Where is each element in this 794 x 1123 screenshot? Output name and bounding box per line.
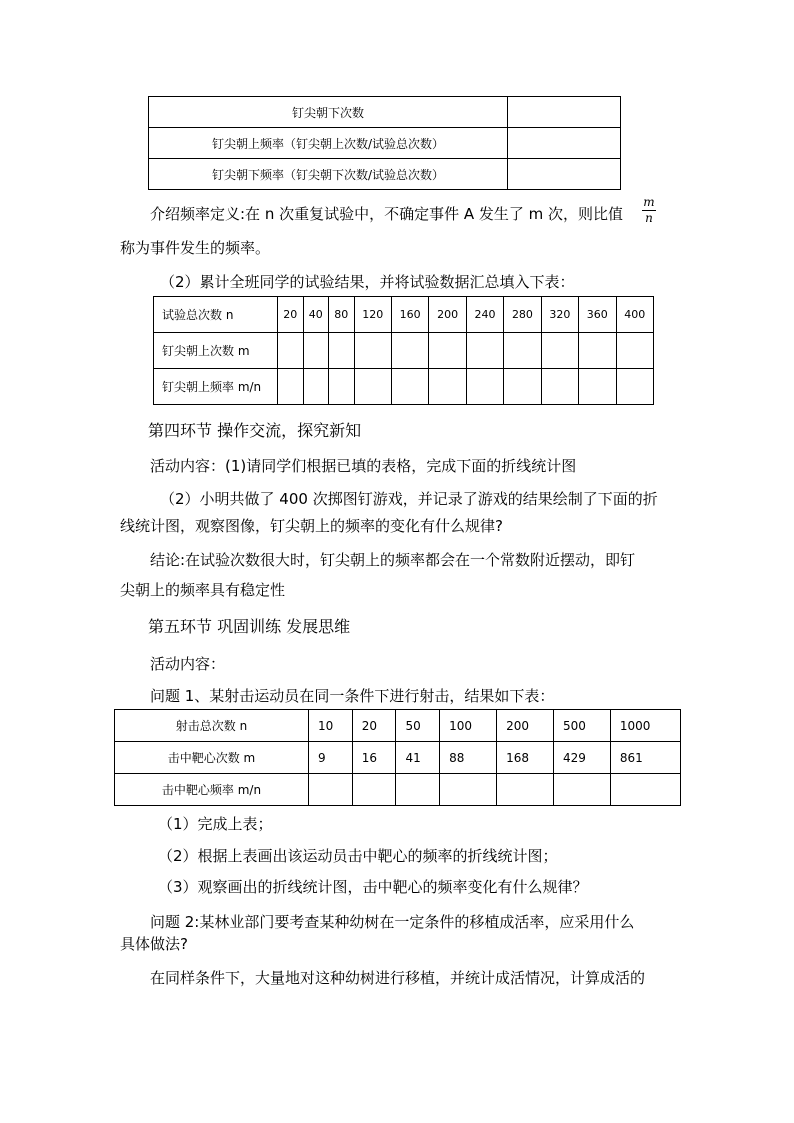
step-2-text: （2）累计全班同学的试验结果，并将试验数据汇总填入下表： <box>160 273 575 291</box>
table-cell-empty <box>396 774 440 806</box>
table-cell: 50 <box>396 710 440 742</box>
table-cell-empty <box>354 369 391 405</box>
table-row <box>115 742 681 774</box>
section-4-item-2-cont: 线统计图，观察图像，钉尖朝上的频率的变化有什么规律? <box>120 517 503 535</box>
frequency-definition-cont: 称为事件发生的频率。 <box>120 239 271 257</box>
task-2: （2）根据上表画出该运动员击中靶心的频率的折线统计图； <box>158 847 558 865</box>
section-4-activity: 活动内容：(1)请同学们根据已填的表格，完成下面的折线统计图 <box>150 457 577 475</box>
table-cell-empty <box>504 333 541 369</box>
table-cell-empty <box>440 774 497 806</box>
table-cell: 160 <box>391 297 428 333</box>
table-cell-empty <box>303 333 329 369</box>
table-cell: 20 <box>278 297 304 333</box>
table-cell: 280 <box>504 297 541 333</box>
table-cell-empty <box>497 774 554 806</box>
table-header-cell: 钉尖朝上次数 m <box>154 333 278 369</box>
section-5-activity: 活动内容： <box>150 655 226 673</box>
table-cell: 360 <box>579 297 616 333</box>
table-cell: 9 <box>309 742 353 774</box>
table-cell-empty <box>579 369 616 405</box>
section-5-title: 第五环节 巩固训练 发展思维 <box>148 617 351 636</box>
table-cell: 100 <box>440 710 497 742</box>
trial-data-table <box>153 296 654 405</box>
answer-paragraph: 在同样条件下，大量地对这种幼树进行移植，并统计成活情况，计算成活的 <box>150 969 646 987</box>
section-4-title: 第四环节 操作交流，探究新知 <box>148 421 362 440</box>
table-cell: 钉尖朝下次数 <box>149 97 508 128</box>
table-row <box>154 333 654 369</box>
table-row <box>154 297 654 333</box>
table-header-cell: 钉尖朝上频率 m/n <box>154 369 278 405</box>
table-cell: 40 <box>303 297 329 333</box>
table-cell-empty <box>391 333 428 369</box>
table-cell: 320 <box>541 297 578 333</box>
table-cell: 41 <box>396 742 440 774</box>
table-cell-empty <box>466 369 503 405</box>
table-cell-empty <box>508 128 621 159</box>
table-cell: 80 <box>329 297 355 333</box>
table-cell: 240 <box>466 297 503 333</box>
table-cell: 400 <box>616 297 654 333</box>
table-cell: 1000 <box>610 710 680 742</box>
section-4-conclusion-cont: 尖朝上的频率具有稳定性 <box>120 581 286 599</box>
table-cell: 16 <box>352 742 396 774</box>
table-cell: 861 <box>610 742 680 774</box>
table-header-cell: 射击总次数 n <box>115 710 309 742</box>
frequency-definition: 介绍频率定义:在 n 次重复试验中，不确定事件 A 发生了 m 次，则比值 <box>150 205 624 223</box>
table-header-cell: 击中靶心次数 m <box>115 742 309 774</box>
fraction-denominator: n <box>645 211 653 225</box>
table-cell-empty <box>610 774 680 806</box>
task-3: （3）观察画出的折线统计图，击中靶心的频率变化有什么规律？ <box>158 878 588 896</box>
table-cell: 120 <box>354 297 391 333</box>
table-cell: 500 <box>553 710 610 742</box>
table-cell-empty <box>579 333 616 369</box>
question-2-cont: 具体做法? <box>120 935 188 953</box>
question-2: 问题 2:某林业部门要考查某种幼树在一定条件的移植成活率，应采用什么 <box>150 913 635 931</box>
task-1: （1）完成上表； <box>158 815 273 833</box>
table-cell: 200 <box>429 297 466 333</box>
shooting-data-table <box>114 709 681 806</box>
table-cell: 20 <box>352 710 396 742</box>
table-cell-empty <box>553 774 610 806</box>
table-row <box>149 97 621 128</box>
table-header-cell: 试验总次数 n <box>154 297 278 333</box>
table-cell: 10 <box>309 710 353 742</box>
table-cell: 钉尖朝下频率（钉尖朝下次数/试验总次数） <box>149 159 508 190</box>
fraction-numerator: m <box>643 195 655 209</box>
table-cell: 200 <box>497 710 554 742</box>
section-4-conclusion: 结论:在试验次数很大时，钉尖朝上的频率都会在一个常数附近摆动，即钉 <box>150 551 636 569</box>
table-cell-empty <box>508 159 621 190</box>
table-cell-empty <box>303 369 329 405</box>
table-cell-empty <box>466 333 503 369</box>
table-row <box>115 710 681 742</box>
table-row <box>154 369 654 405</box>
table-cell-empty <box>391 369 428 405</box>
question-1: 问题 1、某射击运动员在同一条件下进行射击，结果如下表： <box>150 687 555 705</box>
table-cell: 168 <box>497 742 554 774</box>
table-row <box>115 774 681 806</box>
table-cell: 88 <box>440 742 497 774</box>
table-cell-empty <box>429 333 466 369</box>
table-cell-empty <box>541 333 578 369</box>
table-cell-empty <box>329 369 355 405</box>
table-cell-empty <box>329 333 355 369</box>
table-row <box>149 128 621 159</box>
table-cell-empty <box>616 333 654 369</box>
frequency-summary-table <box>148 96 621 190</box>
section-4-item-2: （2）小明共做了 400 次掷图钉游戏，并记录了游戏的结果绘制了下面的折 <box>160 490 658 508</box>
table-cell-empty <box>429 369 466 405</box>
table-cell-empty <box>309 774 353 806</box>
frequency-fraction <box>642 196 656 225</box>
table-cell-empty <box>541 369 578 405</box>
table-cell-empty <box>508 97 621 128</box>
table-cell-empty <box>354 333 391 369</box>
table-cell-empty <box>278 333 304 369</box>
table-cell-empty <box>352 774 396 806</box>
table-cell: 429 <box>553 742 610 774</box>
table-cell-empty <box>504 369 541 405</box>
table-cell-empty <box>616 369 654 405</box>
table-cell: 钉尖朝上频率（钉尖朝上次数/试验总次数） <box>149 128 508 159</box>
table-row <box>149 159 621 190</box>
table-header-cell: 击中靶心频率 m/n <box>115 774 309 806</box>
table-cell-empty <box>278 369 304 405</box>
